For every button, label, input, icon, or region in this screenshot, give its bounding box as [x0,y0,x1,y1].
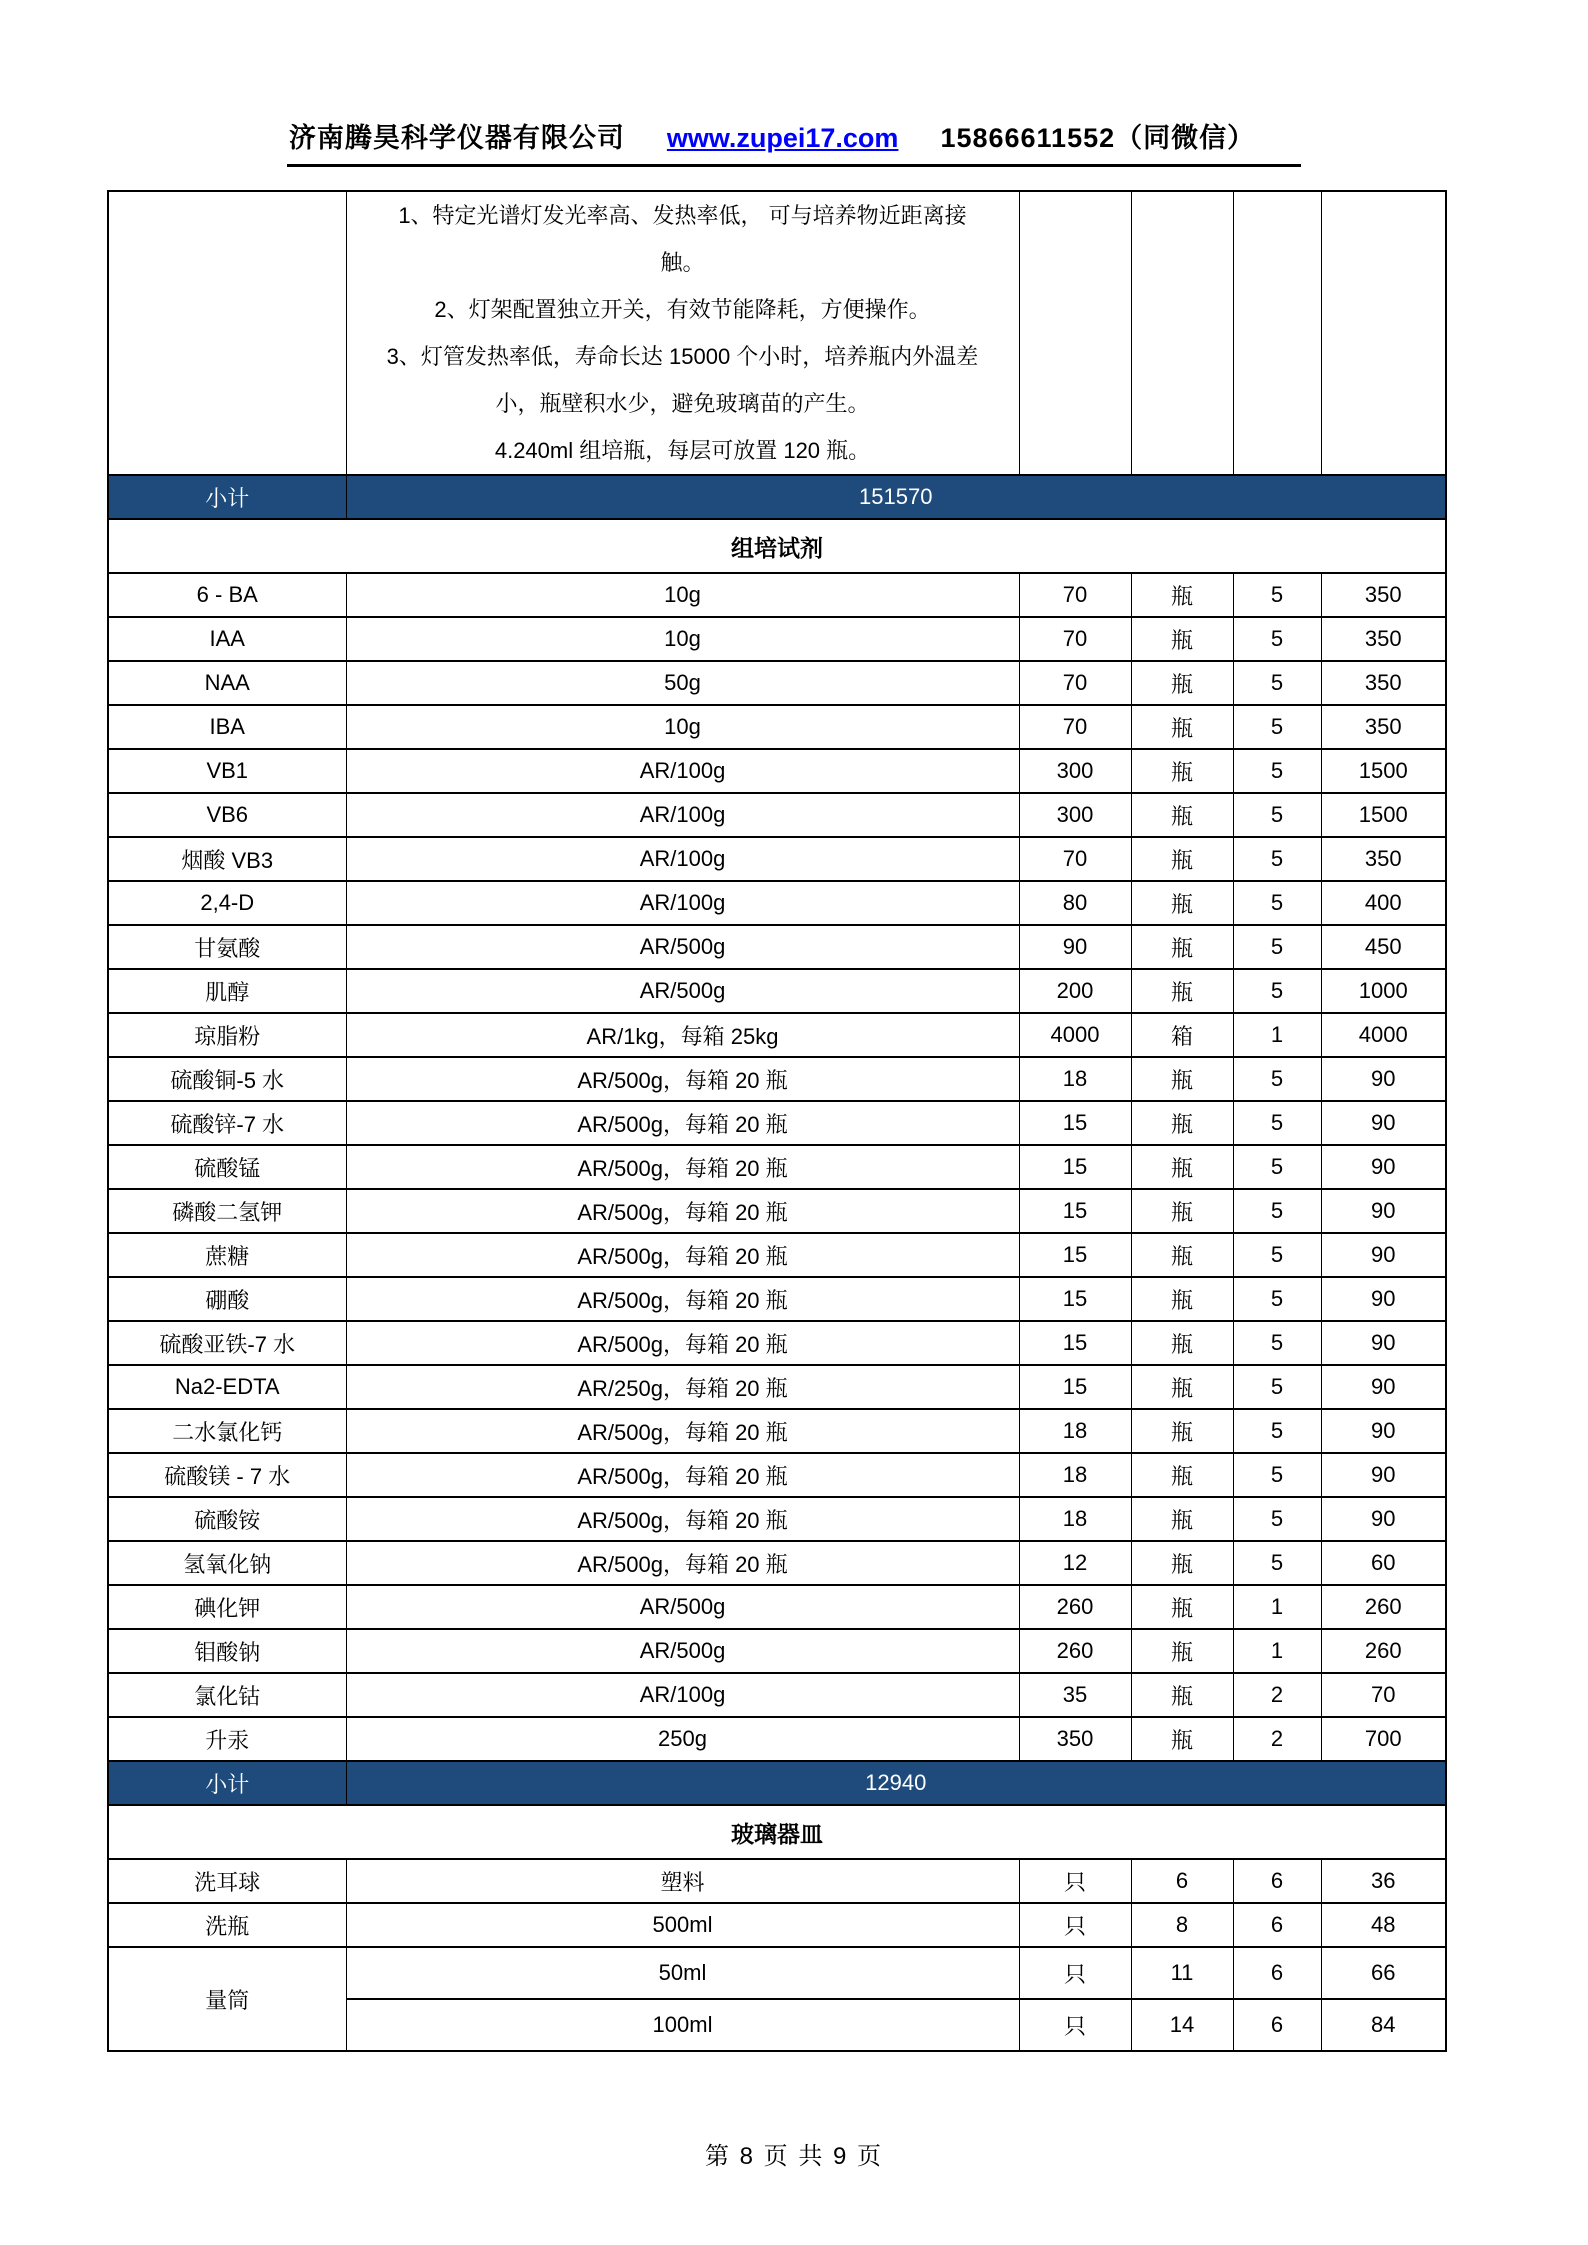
total-cell: 90 [1321,1233,1446,1277]
description-line: 1、特定光谱灯发光率高、发热率低， 可与培养物近距离接 [398,203,967,228]
unit-cell: 瓶 [1131,1277,1233,1321]
total-cell: 1500 [1321,749,1446,793]
spec-cell: 100ml [346,1999,1019,2051]
item-name-cell: IAA [108,617,346,661]
spec-cell: 10g [346,573,1019,617]
table-row [108,1189,1446,1233]
qty-cell: 5 [1233,1057,1321,1101]
price-cell: 260 [1019,1585,1131,1629]
table-row [108,1859,1446,1903]
price-cell: 70 [1019,661,1131,705]
unit-cell: 8 [1131,1903,1233,1947]
table-row [108,1673,1446,1717]
table-row [108,661,1446,705]
table-row [108,1057,1446,1101]
unit-cell: 瓶 [1131,925,1233,969]
table-row [108,1277,1446,1321]
qty-cell: 5 [1233,1321,1321,1365]
spec-cell: AR/100g [346,881,1019,925]
total-cell: 60 [1321,1541,1446,1585]
table-row [108,1947,1446,1999]
total-cell: 4000 [1321,1013,1446,1057]
price-cell: 15 [1019,1321,1131,1365]
table-row [108,1585,1446,1629]
price-cell: 260 [1019,1629,1131,1673]
price-cell: 15 [1019,1233,1131,1277]
total-cell: 350 [1321,837,1446,881]
unit-cell: 瓶 [1131,1321,1233,1365]
qty-cell: 6 [1233,1903,1321,1947]
spec-cell: 500ml [346,1903,1019,1947]
spec-cell: 10g [346,617,1019,661]
unit-cell: 瓶 [1131,1365,1233,1409]
item-name-cell: 6 - BA [108,573,346,617]
spec-cell: AR/500g，每箱 20 瓶 [346,1057,1019,1101]
empty-cell [1019,191,1131,475]
item-name-cell: 氯化钴 [108,1673,346,1717]
price-cell: 18 [1019,1409,1131,1453]
qty-cell: 5 [1233,793,1321,837]
unit-cell: 瓶 [1131,1585,1233,1629]
price-cell: 70 [1019,617,1131,661]
price-cell: 18 [1019,1497,1131,1541]
spec-cell: 50g [346,661,1019,705]
unit-cell: 瓶 [1131,1629,1233,1673]
qty-cell: 1 [1233,1013,1321,1057]
spec-cell: AR/500g [346,1629,1019,1673]
spec-cell: AR/100g [346,837,1019,881]
total-cell: 90 [1321,1057,1446,1101]
price-cell: 70 [1019,573,1131,617]
section-title-cell: 玻璃器皿 [108,1805,1446,1859]
unit-cell: 瓶 [1131,1057,1233,1101]
spec-cell: AR/500g [346,1585,1019,1629]
item-name-cell: 蔗糖 [108,1233,346,1277]
spec-cell: AR/500g，每箱 20 瓶 [346,1145,1019,1189]
item-name-cell: VB1 [108,749,346,793]
total-cell: 90 [1321,1497,1446,1541]
price-cell: 15 [1019,1365,1131,1409]
price-cell: 80 [1019,881,1131,925]
table-row [108,969,1446,1013]
spec-cell: AR/500g，每箱 20 瓶 [346,1233,1019,1277]
unit-cell: 瓶 [1131,617,1233,661]
website-link[interactable]: www.zupei17.com [666,123,899,153]
qty-cell: 5 [1233,1453,1321,1497]
subtotal-label-cell: 小计 [108,1761,346,1805]
unit-cell: 14 [1131,1999,1233,2051]
description-line: 3、灯管发热率低，寿命长达 15000 个小时，培养瓶内外温差 [386,344,979,369]
total-cell: 90 [1321,1409,1446,1453]
table-row [108,1717,1446,1761]
unit-cell: 瓶 [1131,749,1233,793]
qty-cell: 6 [1233,1859,1321,1903]
item-name-cell: 氢氧化钠 [108,1541,346,1585]
price-cell: 15 [1019,1101,1131,1145]
item-name-cell: VB6 [108,793,346,837]
spec-cell: 50ml [346,1947,1019,1999]
total-cell: 90 [1321,1321,1446,1365]
total-cell: 400 [1321,881,1446,925]
price-cell: 70 [1019,837,1131,881]
quotation-table-body [108,191,1446,2051]
price-cell: 只 [1019,1999,1131,2051]
qty-cell: 5 [1233,1409,1321,1453]
total-cell: 450 [1321,925,1446,969]
table-row [108,1145,1446,1189]
table-row [108,881,1446,925]
item-name-cell: 洗耳球 [108,1859,346,1903]
subtotal-label-cell: 小计 [108,475,346,519]
spec-cell: 250g [346,1717,1019,1761]
total-cell: 90 [1321,1453,1446,1497]
price-cell: 35 [1019,1673,1131,1717]
total-cell: 700 [1321,1717,1446,1761]
item-name-cell: 甘氨酸 [108,925,346,969]
subtotal-value-cell: 12940 [346,1761,1446,1805]
qty-cell: 5 [1233,1145,1321,1189]
spec-cell: AR/500g [346,969,1019,1013]
table-row [108,1453,1446,1497]
quotation-table [107,190,1447,2052]
price-cell: 18 [1019,1057,1131,1101]
item-name-cell: 碘化钾 [108,1585,346,1629]
item-name-cell: 硫酸铵 [108,1497,346,1541]
item-name-cell: 硫酸锌-7 水 [108,1101,346,1145]
total-cell: 90 [1321,1277,1446,1321]
spec-cell: AR/500g，每箱 20 瓶 [346,1497,1019,1541]
page-number: 第 8 页 共 9 页 [704,2143,884,2170]
item-name-cell: 烟酸 VB3 [108,837,346,881]
unit-cell: 瓶 [1131,1233,1233,1277]
total-cell: 48 [1321,1903,1446,1947]
total-cell: 1500 [1321,793,1446,837]
qty-cell: 5 [1233,1365,1321,1409]
item-name-cell: 硼酸 [108,1277,346,1321]
item-name-cell: 二水氯化钙 [108,1409,346,1453]
table-row [108,1233,1446,1277]
description-line: 触。 [660,250,705,275]
table-row [108,1497,1446,1541]
qty-cell: 5 [1233,705,1321,749]
table-row [108,925,1446,969]
spec-cell: AR/500g，每箱 20 瓶 [346,1453,1019,1497]
item-name-cell: 洗瓶 [108,1903,346,1947]
table-row [108,1101,1446,1145]
unit-cell: 11 [1131,1947,1233,1999]
description-line: 小，瓶壁积水少，避免玻璃苗的产生。 [495,391,870,416]
price-cell: 15 [1019,1277,1131,1321]
spec-cell: AR/500g [346,925,1019,969]
item-name-cell: 量筒 [108,1947,346,2051]
total-cell: 90 [1321,1145,1446,1189]
price-cell: 15 [1019,1145,1131,1189]
qty-cell: 5 [1233,881,1321,925]
unit-cell: 瓶 [1131,837,1233,881]
price-cell: 4000 [1019,1013,1131,1057]
spec-cell: AR/1kg，每箱 25kg [346,1013,1019,1057]
unit-cell: 6 [1131,1859,1233,1903]
table-row [108,1541,1446,1585]
qty-cell: 5 [1233,749,1321,793]
table-row [108,749,1446,793]
total-cell: 90 [1321,1101,1446,1145]
qty-cell: 5 [1233,1101,1321,1145]
total-cell: 260 [1321,1629,1446,1673]
item-name-cell: 硫酸锰 [108,1145,346,1189]
spec-cell: AR/250g，每箱 20 瓶 [346,1365,1019,1409]
qty-cell: 5 [1233,1233,1321,1277]
total-cell: 84 [1321,1999,1446,2051]
unit-cell: 瓶 [1131,705,1233,749]
section-header-row [108,1805,1446,1859]
table-row [108,1629,1446,1673]
item-name-cell: 硫酸镁 - 7 水 [108,1453,346,1497]
unit-cell: 瓶 [1131,1453,1233,1497]
product-description-row [108,191,1446,475]
price-cell: 200 [1019,969,1131,1013]
unit-cell: 瓶 [1131,969,1233,1013]
unit-cell: 瓶 [1131,793,1233,837]
spec-cell: AR/100g [346,793,1019,837]
price-cell: 只 [1019,1859,1131,1903]
phone-number: 15866611552（同微信） [940,123,1256,153]
spec-cell: AR/500g，每箱 20 瓶 [346,1541,1019,1585]
unit-cell: 瓶 [1131,1145,1233,1189]
item-name-cell: IBA [108,705,346,749]
total-cell: 90 [1321,1365,1446,1409]
spec-cell: AR/500g，每箱 20 瓶 [346,1321,1019,1365]
price-cell: 350 [1019,1717,1131,1761]
spec-cell: AR/500g，每箱 20 瓶 [346,1189,1019,1233]
section-header-row [108,519,1446,573]
qty-cell: 1 [1233,1585,1321,1629]
qty-cell: 1 [1233,1629,1321,1673]
price-cell: 300 [1019,749,1131,793]
description-line: 4.240ml 组培瓶，每层可放置 120 瓶。 [494,438,871,463]
spec-cell: 塑料 [346,1859,1019,1903]
item-name-cell: 钼酸钠 [108,1629,346,1673]
price-cell: 70 [1019,705,1131,749]
table-row [108,617,1446,661]
spec-cell: AR/100g [346,749,1019,793]
document-header-underline [287,116,1301,167]
unit-cell: 瓶 [1131,881,1233,925]
qty-cell: 5 [1233,661,1321,705]
qty-cell: 5 [1233,1189,1321,1233]
qty-cell: 5 [1233,1541,1321,1585]
unit-cell: 瓶 [1131,1189,1233,1233]
item-name-cell: 2,4-D [108,881,346,925]
spec-cell: AR/500g，每箱 20 瓶 [346,1101,1019,1145]
table-row [108,1013,1446,1057]
unit-cell: 瓶 [1131,1673,1233,1717]
qty-cell: 2 [1233,1717,1321,1761]
item-name-cell: 磷酸二氢钾 [108,1189,346,1233]
item-name-cell: 硫酸亚铁-7 水 [108,1321,346,1365]
table-row [108,1321,1446,1365]
total-cell: 70 [1321,1673,1446,1717]
total-cell: 350 [1321,617,1446,661]
total-cell: 350 [1321,573,1446,617]
spec-cell: AR/500g，每箱 20 瓶 [346,1409,1019,1453]
table-row [108,573,1446,617]
price-cell: 90 [1019,925,1131,969]
price-cell: 18 [1019,1453,1131,1497]
product-description-cell [346,191,1019,475]
qty-cell: 5 [1233,573,1321,617]
table-row [108,1365,1446,1409]
price-cell: 只 [1019,1903,1131,1947]
total-cell: 66 [1321,1947,1446,1999]
item-name-cell: 肌醇 [108,969,346,1013]
item-name-cell: 升汞 [108,1717,346,1761]
description-line: 2、灯架配置独立开关，有效节能降耗，方便操作。 [434,297,931,322]
table-row [108,837,1446,881]
total-cell: 350 [1321,705,1446,749]
qty-cell: 5 [1233,617,1321,661]
qty-cell: 5 [1233,1277,1321,1321]
empty-cell [1233,191,1321,475]
item-name-cell: 琼脂粉 [108,1013,346,1057]
unit-cell: 瓶 [1131,1409,1233,1453]
total-cell: 260 [1321,1585,1446,1629]
qty-cell: 5 [1233,1497,1321,1541]
table-row [108,705,1446,749]
company-name: 济南腾昊科学仪器有限公司 [288,123,625,153]
subtotal-row [108,1761,1446,1805]
total-cell: 36 [1321,1859,1446,1903]
qty-cell: 5 [1233,925,1321,969]
table-row [108,793,1446,837]
empty-cell [1131,191,1233,475]
total-cell: 90 [1321,1189,1446,1233]
qty-cell: 6 [1233,1999,1321,2051]
price-cell: 15 [1019,1189,1131,1233]
qty-cell: 2 [1233,1673,1321,1717]
unit-cell: 瓶 [1131,661,1233,705]
total-cell: 350 [1321,661,1446,705]
empty-cell [1321,191,1446,475]
unit-cell: 瓶 [1131,1497,1233,1541]
subtotal-row [108,475,1446,519]
table-row [108,1409,1446,1453]
item-name-cell: 硫酸铜-5 水 [108,1057,346,1101]
unit-cell: 瓶 [1131,1101,1233,1145]
spec-cell: 10g [346,705,1019,749]
table-row [108,1903,1446,1947]
item-name-cell: Na2-EDTA [108,1365,346,1409]
section-title-cell: 组培试剂 [108,519,1446,573]
spec-cell: AR/100g [346,1673,1019,1717]
price-cell: 只 [1019,1947,1131,1999]
total-cell: 1000 [1321,969,1446,1013]
qty-cell: 6 [1233,1947,1321,1999]
unit-cell: 瓶 [1131,1717,1233,1761]
price-cell: 12 [1019,1541,1131,1585]
empty-cell [108,191,346,475]
unit-cell: 箱 [1131,1013,1233,1057]
item-name-cell: NAA [108,661,346,705]
qty-cell: 5 [1233,969,1321,1013]
unit-cell: 瓶 [1131,1541,1233,1585]
document-header [0,116,1588,167]
qty-cell: 5 [1233,837,1321,881]
subtotal-value-cell: 151570 [346,475,1446,519]
unit-cell: 瓶 [1131,573,1233,617]
price-cell: 300 [1019,793,1131,837]
spec-cell: AR/500g，每箱 20 瓶 [346,1277,1019,1321]
